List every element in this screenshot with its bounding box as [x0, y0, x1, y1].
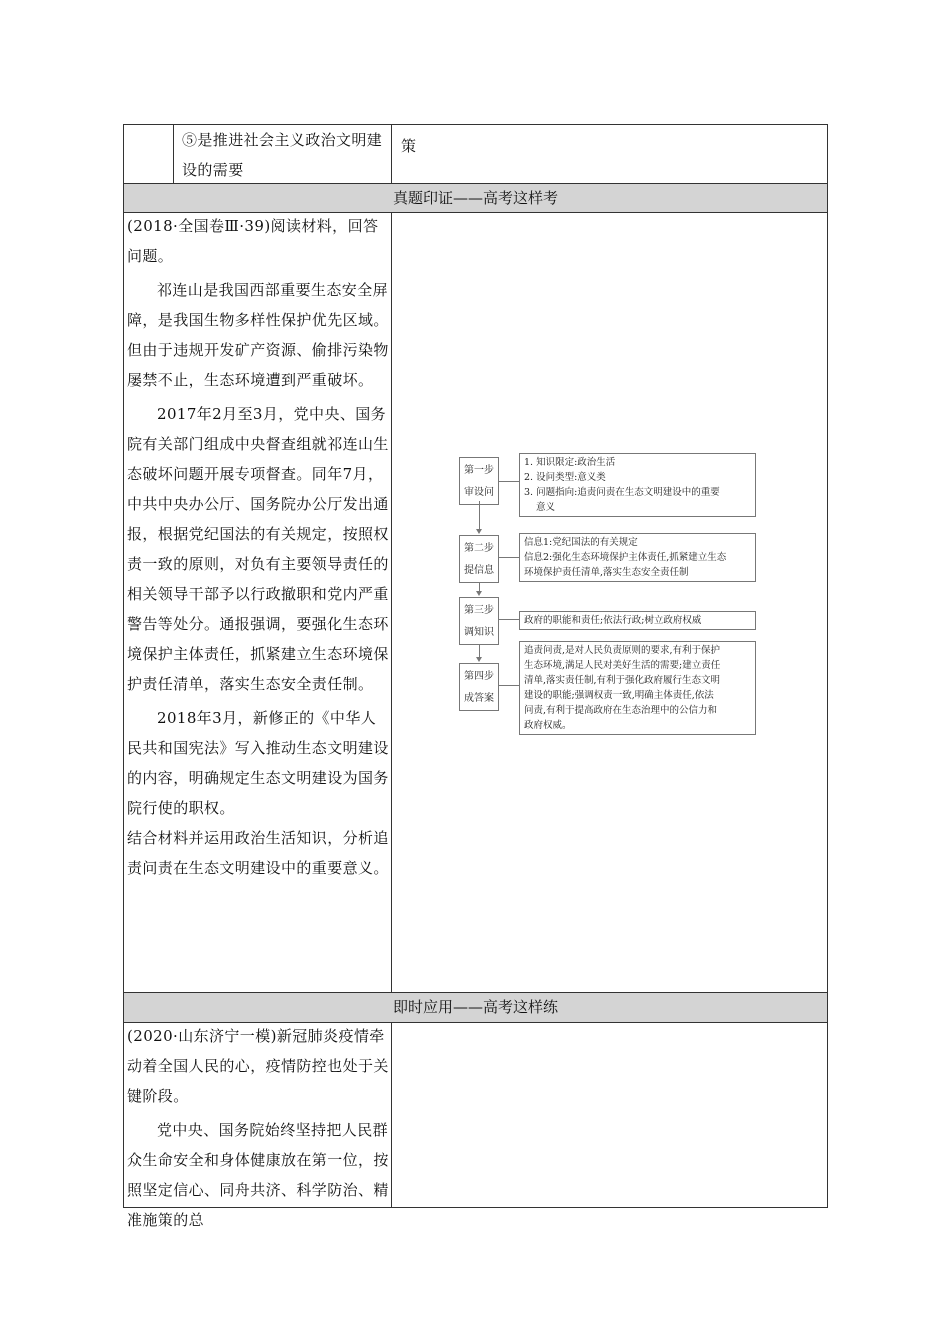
flowchart-step: [459, 535, 499, 583]
column-divider: [391, 1023, 392, 1207]
info-line: 3. 问题指向:追责问责在生态文明建设中的重要: [524, 487, 720, 498]
row1-left-text: ⑤是推进社会主义政治文明建设的需要: [182, 131, 383, 179]
step-name: 成答案: [464, 693, 494, 704]
section2-title: 即时应用——高考这样练: [392, 998, 558, 1016]
flowchart-step: [459, 457, 499, 505]
info-line: 追责问责,是对人民负责原则的要求,有利于保护: [524, 645, 721, 656]
info-line: 政府的职能和责任;依法行政;树立政府权威: [524, 615, 702, 626]
section1-header: [124, 184, 827, 212]
question-source: (2020·山东济宁一模)新冠肺炎疫情牵动着全国人民的心，疫情防控也处于关键阶段。: [127, 1027, 389, 1105]
section2-question-cell: [127, 1021, 389, 1229]
step-name: 调知识: [464, 627, 494, 638]
section1-title: 真题印证——高考这样考: [392, 189, 558, 207]
info-line: 生态环境,满足人民对美好生活的需要;建立责任: [524, 660, 721, 671]
info-line: 清单,落实责任制,有利于强化政府履行生态文明: [524, 675, 721, 686]
step-number: 第三步: [464, 605, 494, 616]
row1-right-cell: [401, 131, 801, 161]
step-number: 第一步: [464, 465, 494, 476]
step-info-box: [519, 453, 756, 517]
column-divider: [391, 213, 392, 992]
flow-connector: [499, 481, 519, 482]
info-line: 2. 设问类型:意义类: [524, 472, 606, 483]
step-number: 第四步: [464, 671, 494, 682]
solution-flowchart: [459, 453, 759, 743]
section2-header: [124, 993, 827, 1022]
step-info-box: [519, 611, 756, 630]
flow-connector: [499, 685, 519, 686]
question-source: (2018·全国卷Ⅲ·39)阅读材料，回答问题。: [127, 217, 379, 265]
flow-connector: [499, 619, 519, 620]
column-divider: [173, 125, 174, 183]
step-name: 审设问: [464, 487, 494, 498]
arrow-down-icon: [476, 529, 482, 534]
row1-left-cell: [182, 125, 387, 183]
flow-connector: [499, 557, 519, 558]
step-name: 提信息: [464, 565, 494, 576]
flowchart-step: [459, 663, 499, 711]
section1-question-cell: [127, 211, 389, 883]
flow-connector: [479, 501, 480, 531]
info-line: 信息2:强化生态环境保护主体责任,抓紧建立生态: [524, 552, 727, 563]
info-line: 1. 知识限定:政治生活: [524, 457, 616, 468]
info-line: 问责,有利于提高政府在生态治理中的公信力和: [524, 705, 718, 716]
arrow-down-icon: [476, 657, 482, 662]
arrow-down-icon: [476, 591, 482, 596]
column-divider: [391, 125, 392, 183]
info-line: 建设的职能;强调权责一致,明确主体责任,依法: [524, 690, 714, 701]
step-info-box: [519, 533, 756, 582]
info-line: 环境保护责任清单,落实生态安全责任制: [524, 567, 689, 578]
material-paragraph: 2018年3月，新修正的《中华人民共和国宪法》写入推动生态文明建设的内容，明确规定生态文明建设为国务院行使的职权。: [127, 709, 389, 817]
info-line: 政府权威。: [524, 720, 572, 731]
material-paragraph: 2017年2月至3月，党中央、国务院有关部门组成中央督查组就祁连山生态破坏问题开展专项督查。同年7月，中共中央办公厅、国务院办公厅发出通报，根据党纪国法的有关规定，按照权责一致的原则，对负有主要领导责任的相关领导干部予以行政撤职和党内严重警告等处分。通报强调，要强化生态环境保护主体责任，抓紧建立生态环境保护责任清单，落实生态安全责任制。: [127, 405, 389, 693]
flowchart-step: [459, 597, 499, 645]
material-paragraph: 祁连山是我国西部重要生态安全屏障，是我国生物多样性保护优先区域。但由于违规开发矿产资源、偷排污染物屡禁不止，生态环境遭到严重破坏。: [127, 281, 389, 389]
material-paragraph: 党中央、国务院始终坚持把人民群众生命安全和身体健康放在第一位，按照坚定信心、同舟共济、科学防治、精准施策的总: [127, 1121, 389, 1229]
question-prompt: 结合材料并运用政治生活知识，分析追责问责在生态文明建设中的重要意义。: [127, 829, 389, 877]
step-info-box: [519, 641, 756, 735]
info-line: 信息1:党纪国法的有关规定: [524, 537, 638, 548]
step-number: 第二步: [464, 543, 494, 554]
info-line: 意义: [536, 502, 556, 513]
row1-right-text: 策: [401, 137, 417, 155]
